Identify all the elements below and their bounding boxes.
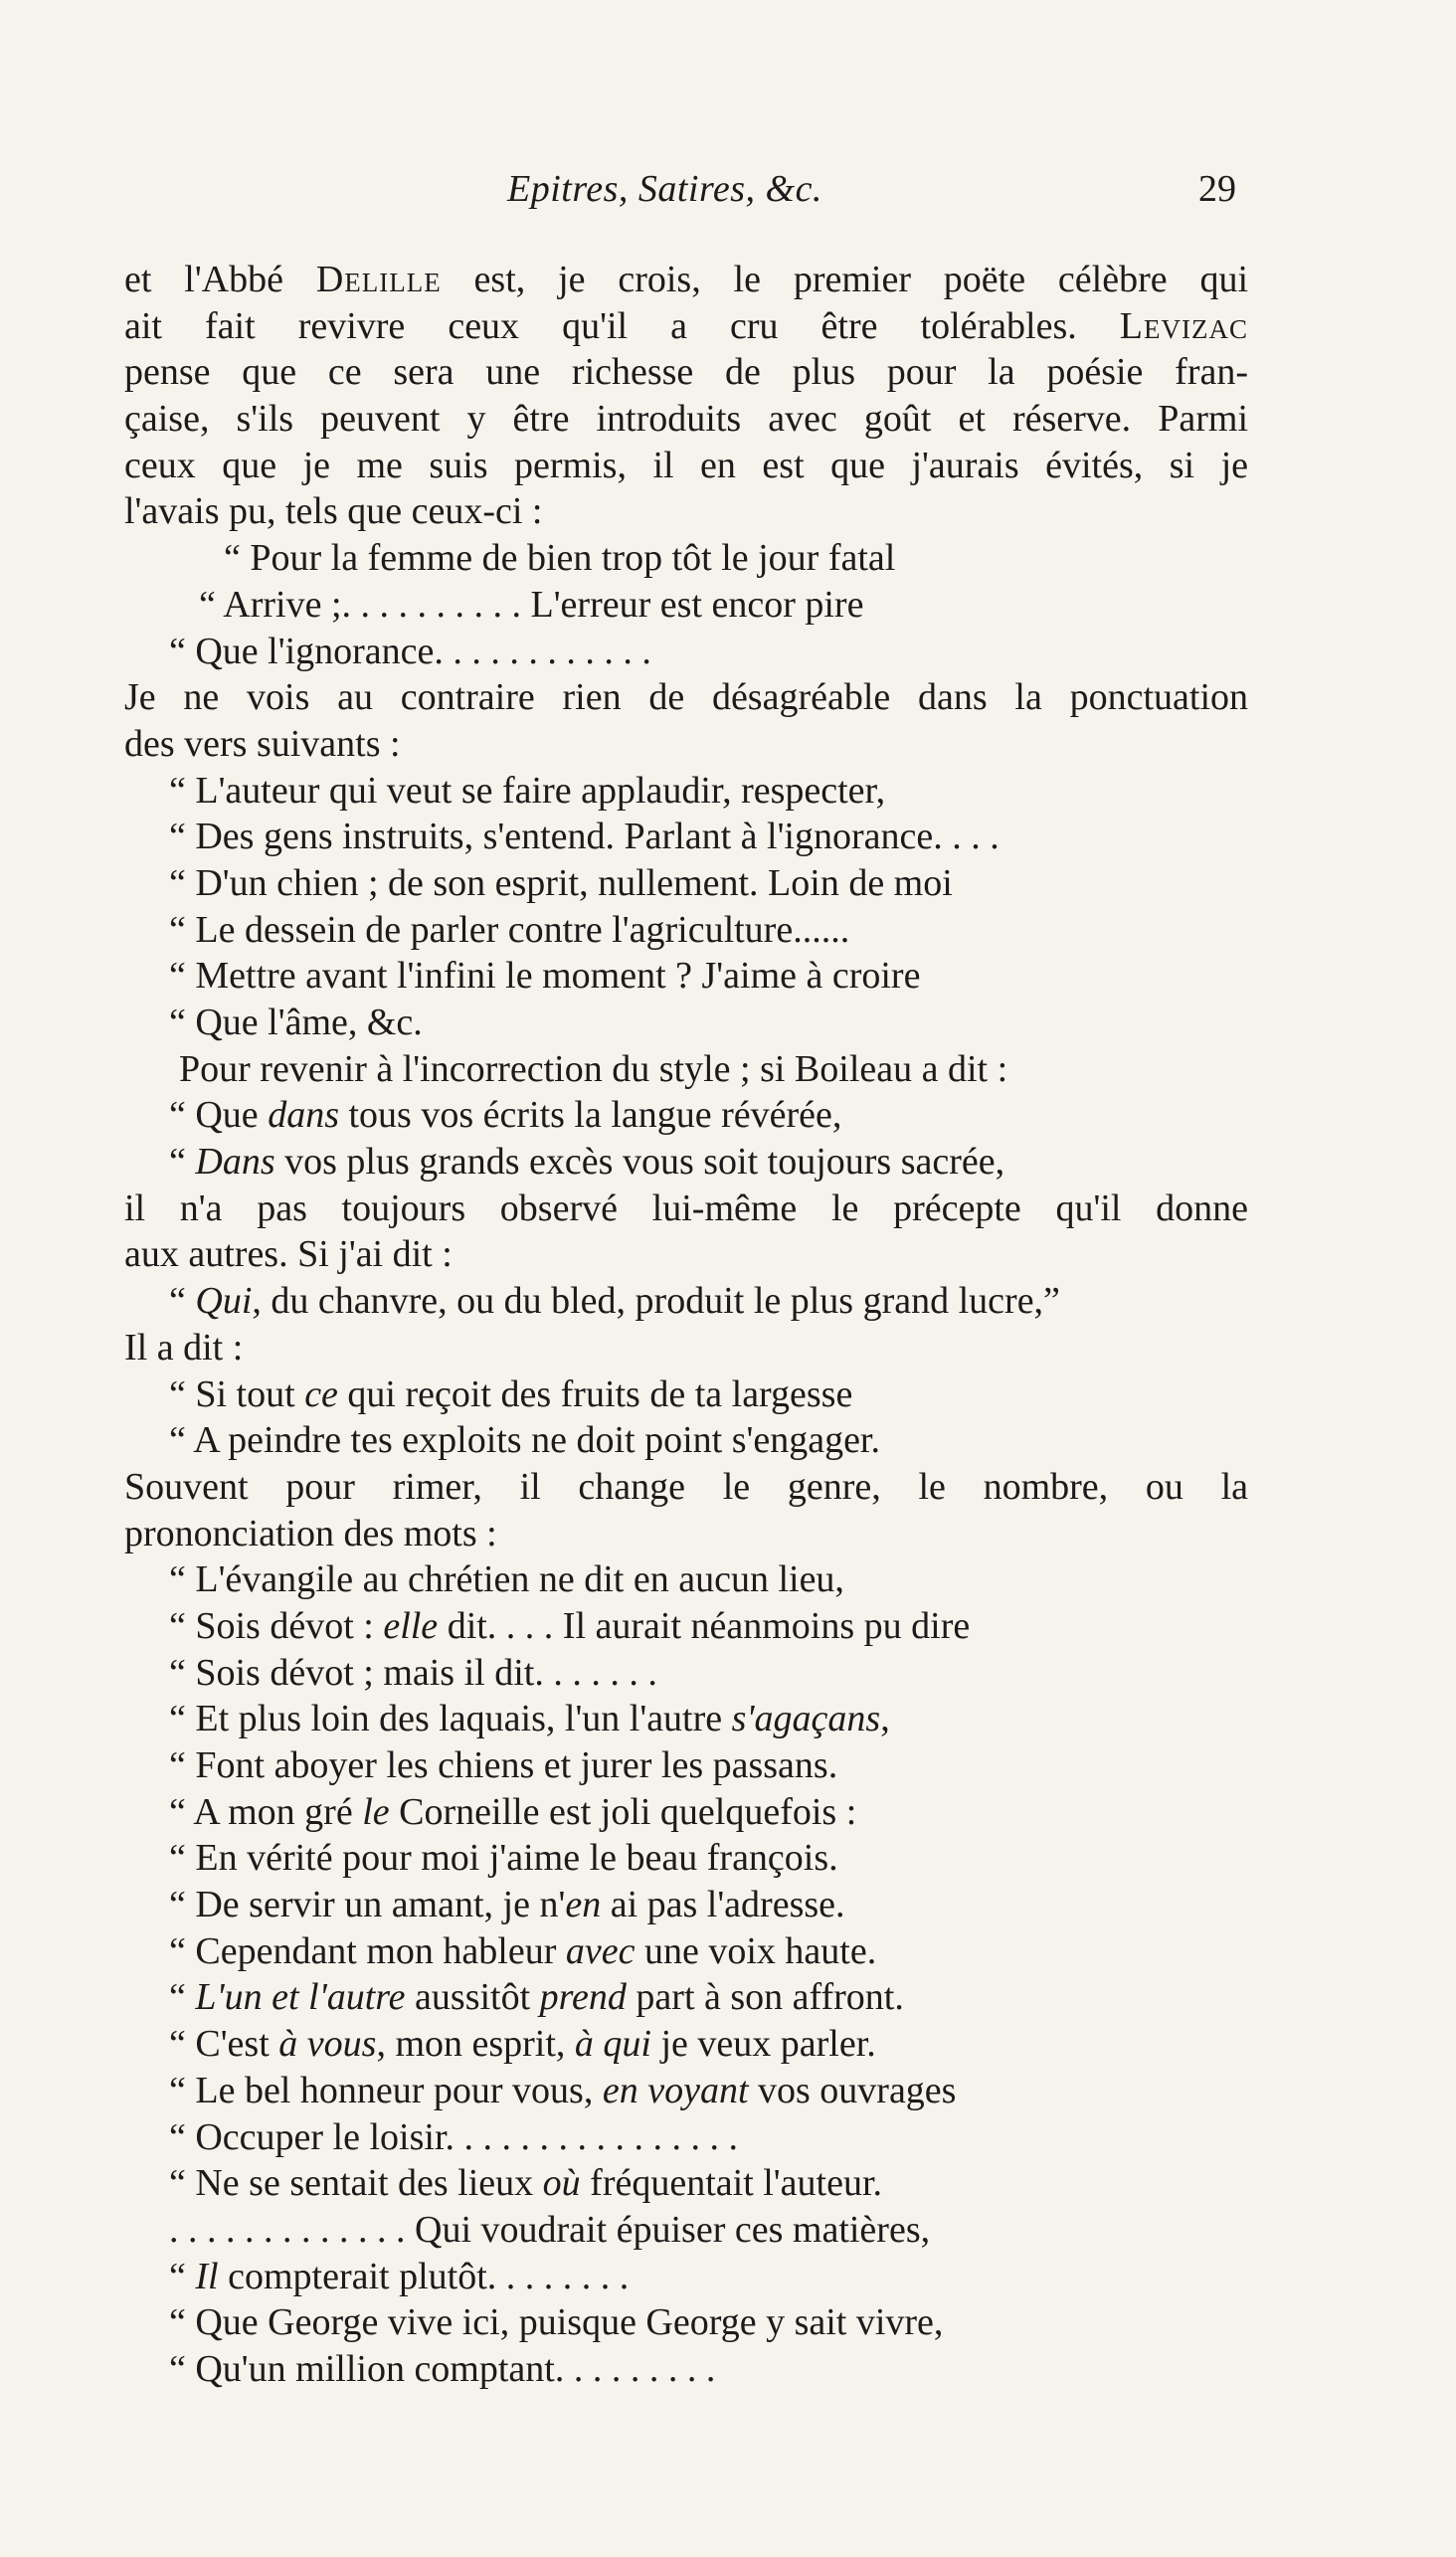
text-line: aux autres. Si j'ai dit :: [124, 1233, 453, 1276]
text-line: Il a dit :: [124, 1326, 244, 1369]
text-line: ceux que je me suis permis, il en est que j'aurais évités, si je: [124, 444, 1248, 486]
text-line: “ Il compterait plutôt. . . . . . . .: [169, 2255, 630, 2297]
text-line: “ Pour la femme de bien trop tôt le jour fatal: [224, 537, 896, 580]
text-line: Pour revenir à l'incorrection du style ; si Boileau a dit :: [179, 1047, 1008, 1090]
text-line: prononciation des mots :: [124, 1512, 497, 1554]
text-line: ait fait revivre ceux qu'il a cru être tolérables. Levizac: [124, 304, 1248, 347]
text-line: “ Arrive ;. . . . . . . . . . L'erreur est encor pire: [199, 583, 864, 626]
text-line: “ En vérité pour moi j'aime le beau françois.: [169, 1837, 838, 1880]
text-line: “ Cependant mon hableur avec une voix haute.: [169, 1929, 877, 1972]
text-line: “ D'un chien ; de son esprit, nullement. Loin de moi: [169, 861, 953, 904]
text-line: Souvent pour rimer, il change le genre, le nombre, ou la: [124, 1465, 1248, 1508]
text-line: “ Si tout ce qui reçoit des fruits de ta largesse: [169, 1372, 853, 1415]
text-line: “ L'évangile au chrétien ne dit en aucun lieu,: [169, 1558, 844, 1601]
text-line: “ Dans vos plus grands excès vous soit toujours sacrée,: [169, 1141, 1005, 1184]
text-line: “ Occuper le loisir. . . . . . . . . . . . . . . .: [169, 2115, 739, 2158]
text-line: pense que ce sera une richesse de plus pour la poésie fran-: [124, 351, 1248, 394]
text-line: “ Font aboyer les chiens et jurer les passans.: [169, 1744, 838, 1786]
page-number: 29: [1198, 168, 1236, 210]
text-line: “ C'est à vous, mon esprit, à qui je veux parler.: [169, 2023, 876, 2066]
text-line: “ L'auteur qui veut se faire applaudir, respecter,: [169, 769, 886, 812]
text-line: “ Qu'un million comptant. . . . . . . . .: [169, 2347, 716, 2390]
text-line: “ De servir un amant, je n'en ai pas l'adresse.: [169, 1884, 845, 1926]
text-line: “ Que l'âme, &c.: [169, 1002, 423, 1043]
text-line: “ A peindre tes exploits ne doit point s'engager.: [169, 1419, 880, 1462]
text-line: l'avais pu, tels que ceux-ci :: [124, 490, 543, 533]
text-line: “ Le bel honneur pour vous, en voyant vos ouvrages: [169, 2069, 957, 2111]
text-line: Je ne vois au contraire rien de désagréable dans la ponctuation: [124, 676, 1248, 719]
text-line: “ Le dessein de parler contre l'agriculture......: [169, 908, 850, 951]
text-line: “ Sois dévot ; mais il dit. . . . . . .: [169, 1651, 657, 1694]
text-line: “ Et plus loin des laquais, l'un l'autre s'agaçans,: [169, 1698, 890, 1740]
text-line: “ Ne se sentait des lieux où fréquentait l'auteur.: [169, 2162, 883, 2205]
text-line: “ A mon gré le Corneille est joli quelquefois :: [169, 1790, 857, 1833]
text-line: “ Que George vive ici, puisque George y sait vivre,: [169, 2301, 944, 2344]
text-line: des vers suivants :: [124, 722, 401, 765]
text-line: il n'a pas toujours observé lui-même le précepte qu'il donne: [124, 1187, 1248, 1229]
text-line: et l'Abbé Delille est, je crois, le premier poëte célèbre qui: [124, 259, 1248, 300]
text-line: “ Sois dévot : elle dit. . . . Il aurait néanmoins pu dire: [169, 1604, 971, 1647]
body-text: [124, 257, 1248, 2393]
text-line: “ Mettre avant l'infini le moment ? J'aime à croire: [169, 955, 921, 998]
text-line: . . . . . . . . . . . . . Qui voudrait épuiser ces matières,: [169, 2208, 931, 2251]
text-line: “ Que dans tous vos écrits la langue révérée,: [169, 1094, 842, 1137]
text-line: “ L'un et l'autre aussitôt prend part à son affront.: [169, 1976, 904, 2019]
text-line: çaise, s'ils peuvent y être introduits avec goût et réserve. Parmi: [124, 398, 1248, 441]
text-line: “ Qui, du chanvre, ou du bled, produit le plus grand lucre,”: [169, 1280, 1060, 1323]
text-line: “ Des gens instruits, s'entend. Parlant à l'ignorance. . . .: [169, 816, 1000, 858]
page-header: [0, 167, 1456, 217]
running-title: Epitres, Satires, &c.: [507, 168, 822, 210]
text-line: “ Que l'ignorance. . . . . . . . . . . .: [169, 630, 651, 672]
